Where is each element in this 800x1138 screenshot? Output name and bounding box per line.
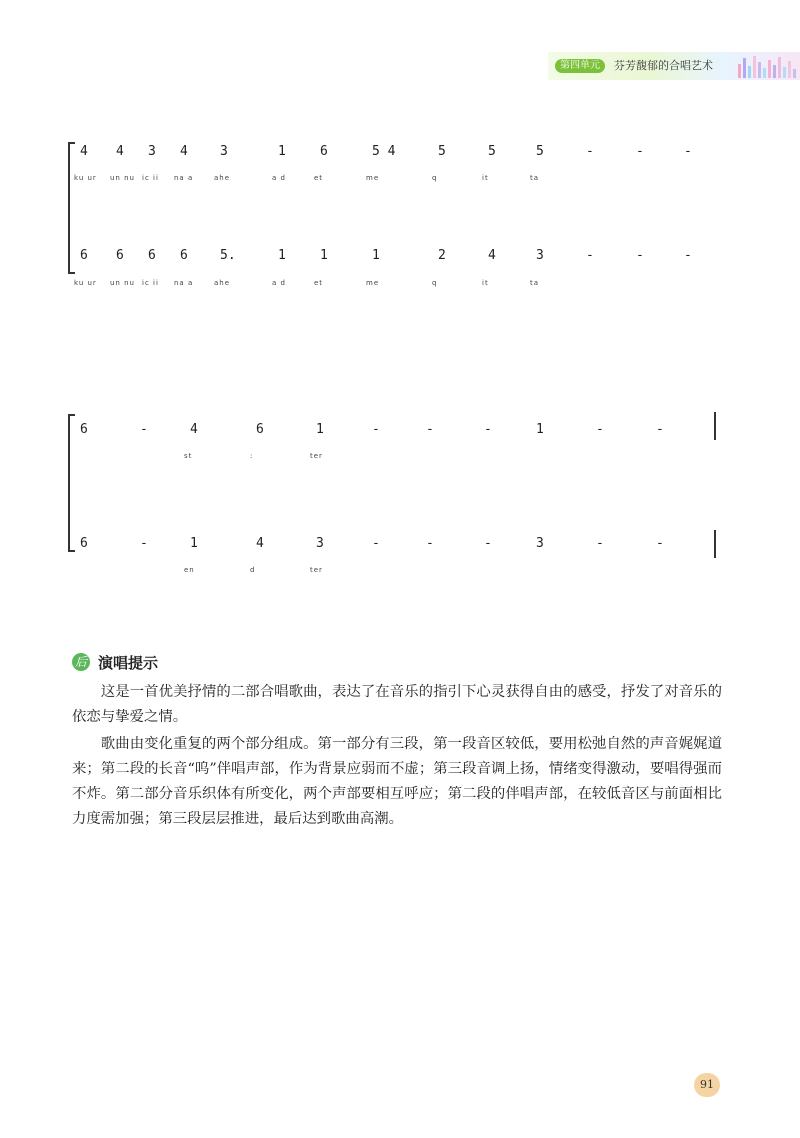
score-note: 1 bbox=[316, 422, 324, 437]
score-note: 4 bbox=[80, 144, 88, 159]
score-note: - bbox=[586, 248, 594, 263]
score-lyric: na a bbox=[174, 279, 194, 287]
upper-lyric-row bbox=[0, 452, 800, 470]
score-lyric: me bbox=[366, 279, 380, 287]
score-note: - bbox=[484, 422, 492, 437]
score-note: - bbox=[684, 144, 692, 159]
score-lyric: d bbox=[250, 566, 256, 574]
score-note: 5. bbox=[220, 248, 236, 263]
score-note: 6 bbox=[180, 248, 188, 263]
decorative-bars-icon bbox=[736, 54, 800, 78]
tips-title: 演唱提示 bbox=[98, 654, 159, 672]
score-note: 1 bbox=[278, 144, 286, 159]
score-lyric: ahe bbox=[214, 174, 231, 182]
score-note: 5 bbox=[438, 144, 446, 159]
score-lyric: q bbox=[432, 279, 438, 287]
score-note: 4 bbox=[190, 422, 198, 437]
unit-badge: 第四单元 bbox=[555, 59, 605, 73]
score-note: 3 bbox=[536, 536, 544, 551]
score-note: 1 bbox=[536, 422, 544, 437]
score-note: - bbox=[596, 422, 604, 437]
score-note: - bbox=[656, 536, 664, 551]
score-note: - bbox=[636, 144, 644, 159]
score-lyric: et bbox=[314, 279, 324, 287]
score-note: 1 bbox=[278, 248, 286, 263]
score-lyric: et bbox=[314, 174, 324, 182]
score-lyric: me bbox=[366, 174, 380, 182]
score-note: 3 bbox=[536, 248, 544, 263]
score-note: 3 bbox=[220, 144, 228, 159]
score-lyric: ahe bbox=[214, 279, 231, 287]
tips-icon: 后 bbox=[72, 653, 90, 671]
score-note: - bbox=[684, 248, 692, 263]
score-lyric: un nu bbox=[110, 174, 135, 182]
score-lyric: a d bbox=[272, 279, 286, 287]
score-note: 6 bbox=[80, 536, 88, 551]
score-note: 6 bbox=[80, 422, 88, 437]
score-note: - bbox=[596, 536, 604, 551]
score-lyric: ter bbox=[310, 566, 323, 574]
unit-header bbox=[548, 52, 800, 80]
score-note: - bbox=[372, 536, 380, 551]
score-lyric: st bbox=[184, 452, 193, 460]
score-lyric: ter bbox=[310, 452, 323, 460]
score-note: 1 bbox=[190, 536, 198, 551]
upper-voice-row bbox=[0, 144, 800, 162]
score-lyric: ic ii bbox=[142, 174, 159, 182]
score-note: 6 bbox=[80, 248, 88, 263]
score-lyric: ta bbox=[530, 174, 540, 182]
score-note: 6 bbox=[256, 422, 264, 437]
unit-title: 芬芳馥郁的合唱艺术 bbox=[614, 59, 713, 72]
score-lyric: ku ur bbox=[74, 174, 97, 182]
upper-voice-row bbox=[0, 422, 800, 440]
score-note: - bbox=[656, 422, 664, 437]
score-lyric: en bbox=[184, 566, 195, 574]
score-lyric: un nu bbox=[110, 279, 135, 287]
score-note: 4 bbox=[180, 144, 188, 159]
lower-voice-row bbox=[0, 536, 800, 554]
score-note: - bbox=[586, 144, 594, 159]
page-number: 91 bbox=[694, 1073, 720, 1097]
score-note: 6 bbox=[148, 248, 156, 263]
score-note: 4 bbox=[256, 536, 264, 551]
lower-lyric-row bbox=[0, 566, 800, 584]
score-note: - bbox=[140, 422, 148, 437]
score-lyric: q bbox=[432, 174, 438, 182]
score-note: 6 bbox=[320, 144, 328, 159]
tips-paragraph-2: 歌曲由变化重复的两个部分组成。第一部分有三段，第一段音区较低，要用松弛自然的声音娓娓道来；第二段的长音“呜”伴唱声部，作为背景应弱而不虚；第三段音调上扬，情绪变得激动，要唱得强而不炸。第二部分音乐织体有所变化，两个声部要相互呼应；第二段的伴唱声部，在较低音区与前面相比力度需加强；第三段层层推进，最后达到歌曲高潮。 bbox=[72, 736, 722, 827]
lower-lyric-row bbox=[0, 279, 800, 297]
score-note: 5 bbox=[488, 144, 496, 159]
score-note: 5 4 bbox=[372, 144, 396, 159]
score-lyric: na a bbox=[174, 174, 194, 182]
score-lyric: a d bbox=[272, 174, 286, 182]
score-note: - bbox=[636, 248, 644, 263]
upper-lyric-row bbox=[0, 174, 800, 192]
score-lyric: it bbox=[482, 174, 489, 182]
score-note: - bbox=[426, 536, 434, 551]
score-note: - bbox=[372, 422, 380, 437]
lower-voice-row bbox=[0, 248, 800, 266]
score-lyric: ku ur bbox=[74, 279, 97, 287]
score-lyric: ic ii bbox=[142, 279, 159, 287]
score-lyric: : bbox=[250, 452, 254, 460]
score-note: 3 bbox=[148, 144, 156, 159]
score-note: - bbox=[484, 536, 492, 551]
score-note: - bbox=[140, 536, 148, 551]
score-note: 4 bbox=[116, 144, 124, 159]
score-lyric: it bbox=[482, 279, 489, 287]
tips-paragraph-1: 这是一首优美抒情的二部合唱歌曲，表达了在音乐的指引下心灵获得自由的感受，抒发了对音乐的依恋与挚爱之情。 bbox=[72, 684, 722, 725]
score-note: 4 bbox=[488, 248, 496, 263]
score-note: 5 bbox=[536, 144, 544, 159]
score-note: - bbox=[426, 422, 434, 437]
score-note: 2 bbox=[438, 248, 446, 263]
score-note: 3 bbox=[316, 536, 324, 551]
score-note: 6 bbox=[116, 248, 124, 263]
score-lyric: ta bbox=[530, 279, 540, 287]
score-note: 1 bbox=[372, 248, 380, 263]
score-note: 1 bbox=[320, 248, 328, 263]
